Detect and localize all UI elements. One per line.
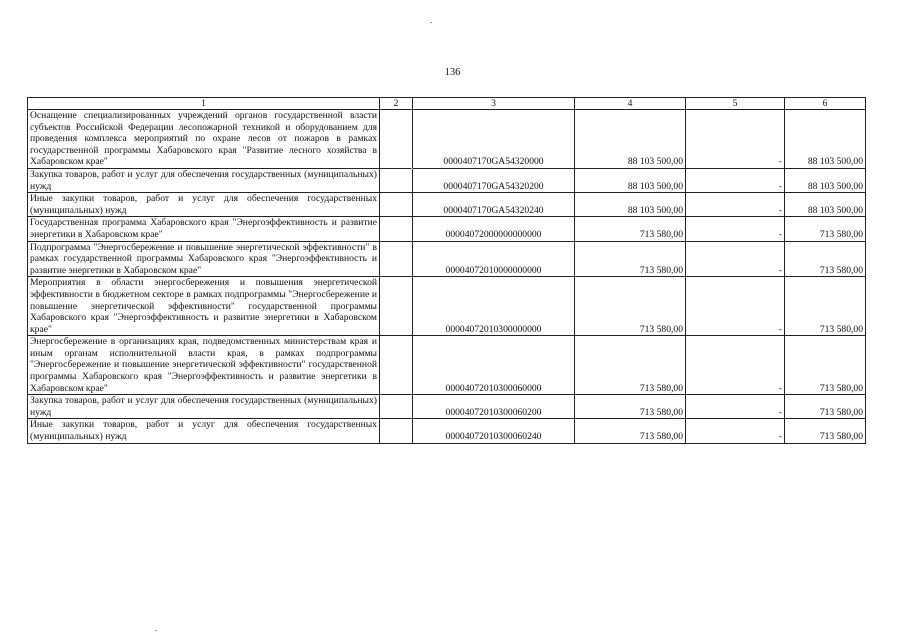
row-amount: 713 580,00 <box>575 419 686 443</box>
row-code: 00004072010300060200 <box>413 395 575 419</box>
row-total: 713 580,00 <box>785 419 866 443</box>
header-cell-5: 5 <box>686 98 785 110</box>
scan-speck <box>430 22 432 23</box>
header-cell-4: 4 <box>575 98 686 110</box>
row-total: 88 103 500,00 <box>785 168 866 192</box>
row-name: Закупка товаров, работ и услуг для обеспечения государственных (муниципальных) нужд <box>28 395 380 419</box>
row-amount: 713 580,00 <box>575 277 686 336</box>
row-name: Подпрограмма "Энергосбережение и повышение энергетической эффективности" в рамках государственной программы Хабаровского края "Энергоэффективность и развитие энергетики в Хабаровском крае" <box>28 241 380 277</box>
row-col5: - <box>686 110 785 169</box>
table-row <box>28 217 866 241</box>
row-col2 <box>380 193 413 217</box>
row-col2 <box>380 110 413 169</box>
table-row <box>28 193 866 217</box>
header-cell-1: 1 <box>28 98 380 110</box>
row-col5: - <box>686 277 785 336</box>
header-cell-2: 2 <box>380 98 413 110</box>
row-col5: - <box>686 241 785 277</box>
row-col2 <box>380 419 413 443</box>
row-amount: 713 580,00 <box>575 217 686 241</box>
row-amount: 713 580,00 <box>575 336 686 395</box>
row-total: 88 103 500,00 <box>785 110 866 169</box>
row-col5: - <box>686 395 785 419</box>
row-name: Оснащение специализированных учреждений органов государственной власти субъектов Российской Федерации лесопожарной техникой и оборудованием для проведения комплекса мероприятий по охране лесов от пожаров в рамках государственной программы Хабаровского края "Развитие лесного хозяйства в Хабаровском крае" <box>28 110 380 169</box>
row-col2 <box>380 336 413 395</box>
row-col5: - <box>686 217 785 241</box>
row-amount: 713 580,00 <box>575 395 686 419</box>
header-cell-6: 6 <box>785 98 866 110</box>
row-amount: 88 103 500,00 <box>575 193 686 217</box>
row-name: Закупка товаров, работ и услуг для обеспечения государственных (муниципальных) нужд <box>28 168 380 192</box>
table-row <box>28 110 866 169</box>
row-col5: - <box>686 168 785 192</box>
row-total: 88 103 500,00 <box>785 193 866 217</box>
table-row <box>28 395 866 419</box>
page-number: 136 <box>444 67 461 78</box>
header-cell-3: 3 <box>413 98 575 110</box>
row-name: Иные закупки товаров, работ и услуг для обеспечения государственных (муниципальных) нужд <box>28 419 380 443</box>
scan-speck <box>155 630 157 631</box>
row-col5: - <box>686 336 785 395</box>
row-col5: - <box>686 193 785 217</box>
row-amount: 88 103 500,00 <box>575 110 686 169</box>
row-amount: 88 103 500,00 <box>575 168 686 192</box>
row-code: 0000407170GA54320240 <box>413 193 575 217</box>
row-total: 713 580,00 <box>785 277 866 336</box>
row-code: 00004072010300060000 <box>413 336 575 395</box>
table-row <box>28 277 866 336</box>
row-col2 <box>380 168 413 192</box>
row-col2 <box>380 217 413 241</box>
row-total: 713 580,00 <box>785 395 866 419</box>
row-code: 00004072010300060240 <box>413 419 575 443</box>
row-amount: 713 580,00 <box>575 241 686 277</box>
row-col2 <box>380 241 413 277</box>
row-total: 713 580,00 <box>785 336 866 395</box>
table-row <box>28 168 866 192</box>
budget-table <box>27 97 866 444</box>
row-name: Мероприятия в области энергосбережения и повышения энергетической эффективности в бюджетном секторе в рамках подпрограммы "Энергосбережение и повышение энергетической эффективности" государственной программы Хабаровского края "Энергоэффективность и развитие энергетики в Хабаровском крае" <box>28 277 380 336</box>
row-col5: - <box>686 419 785 443</box>
row-total: 713 580,00 <box>785 217 866 241</box>
row-code: 00004072010300000000 <box>413 277 575 336</box>
row-code: 0000407170GA54320200 <box>413 168 575 192</box>
scan-speck <box>411 168 413 169</box>
row-code: 00004072010000000000 <box>413 241 575 277</box>
table-row <box>28 419 866 443</box>
row-col2 <box>380 395 413 419</box>
row-code: 0000407170GA54320000 <box>413 110 575 169</box>
row-col2 <box>380 277 413 336</box>
row-name: Государственная программа Хабаровского края "Энергоэффективность и развитие энергетики в Хабаровском крае" <box>28 217 380 241</box>
row-name: Иные закупки товаров, работ и услуг для обеспечения государственных (муниципальных) нужд <box>28 193 380 217</box>
table-row <box>28 336 866 395</box>
table-row <box>28 241 866 277</box>
row-total: 713 580,00 <box>785 241 866 277</box>
row-name: Энергосбережение в организациях края, подведомственных министерствам края и иным органам исполнительной власти края, в рамках подпрограммы "Энергосбережение и повышение энергетической эффективности" государственной программы Хабаровского края "Энергоэффективность и развитие энергетики в Хабаровском крае" <box>28 336 380 395</box>
row-code: 00004072000000000000 <box>413 217 575 241</box>
header-row <box>28 98 866 110</box>
